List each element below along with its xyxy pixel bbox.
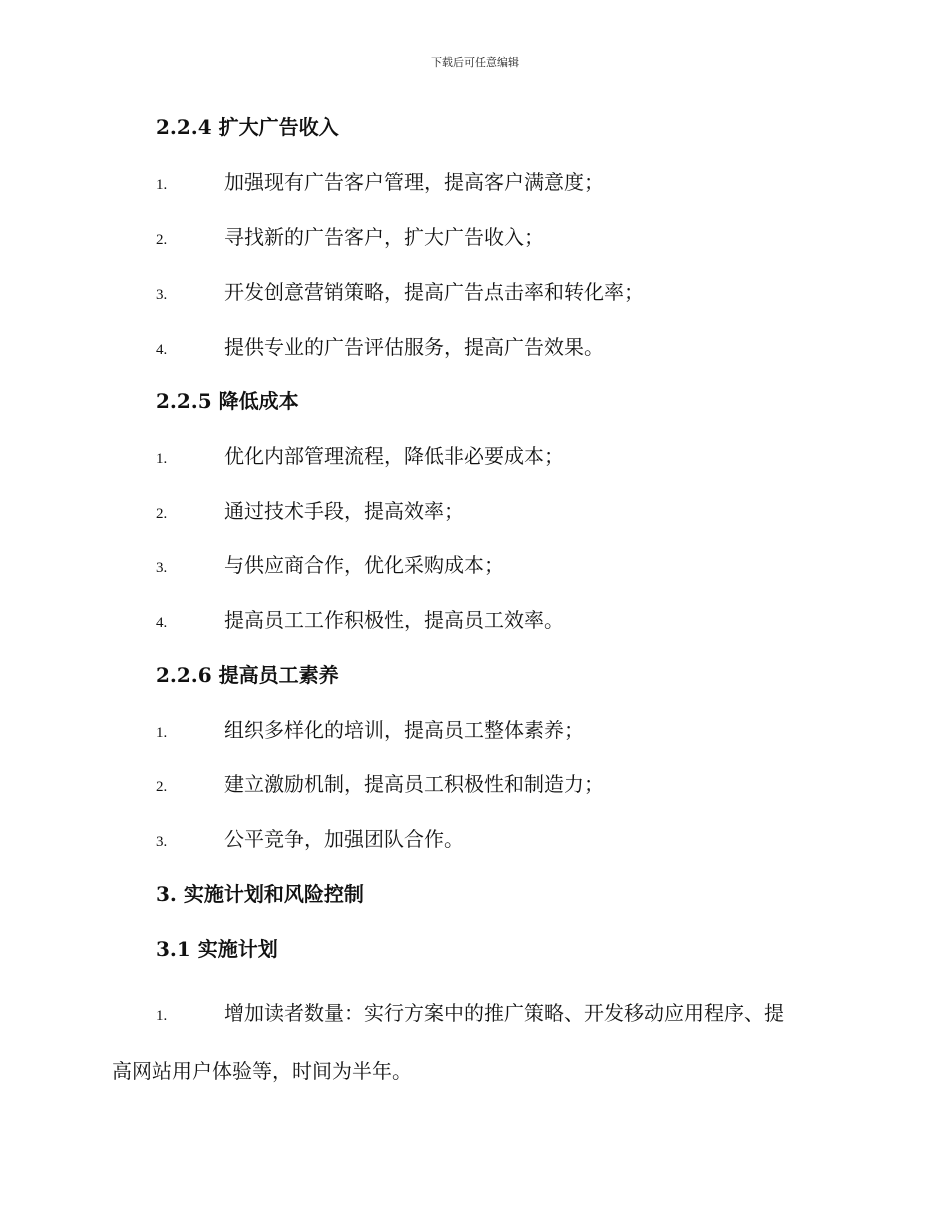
list-text: 加强现有广告客户管理，提高客户满意度； [224, 170, 604, 194]
list-number: 3. [156, 560, 168, 576]
paragraph [112, 986, 842, 1099]
list-number: 3. [156, 287, 168, 303]
list-number: 4. [156, 342, 168, 358]
list-number: 2. [156, 232, 168, 248]
paragraph-line-1 [112, 986, 842, 1044]
list-text: 优化内部管理流程，降低非必要成本； [224, 444, 564, 468]
list-text: 与供应商合作，优化采购成本； [224, 553, 504, 577]
list-number: 3. [156, 834, 168, 850]
paragraph-text-1: 增加读者数量：实行方案中的推广策略、开发移动应用程序、提 [224, 1001, 784, 1025]
list-number: 2. [156, 506, 168, 522]
list-number: 4. [156, 615, 168, 631]
list-text: 公平竞争，加强团队合作。 [224, 827, 464, 851]
section-heading-2-2-5: 2.2.5 降低成本 [156, 389, 299, 413]
section-heading-3: 3. 实施计划和风险控制 [156, 882, 364, 906]
list-number: 2. [156, 779, 168, 795]
list-number: 1. [156, 177, 168, 193]
section-heading-2-2-6: 2.2.6 提高员工素养 [156, 663, 339, 687]
section-heading-2-2-4: 2.2.4 扩大广告收入 [156, 115, 339, 139]
list-text: 寻找新的广告客户，扩大广告收入； [224, 225, 544, 249]
list-number: 1. [156, 451, 168, 467]
list-text: 提供专业的广告评估服务，提高广告效果。 [224, 335, 604, 359]
list-number: 1. [156, 1008, 168, 1024]
paragraph-line-2: 高网站用户体验等，时间为半年。 [112, 1059, 412, 1083]
list-text: 通过技术手段，提高效率； [224, 499, 464, 523]
list-text: 组织多样化的培训，提高员工整体素养； [224, 718, 584, 742]
list-number: 1. [156, 725, 168, 741]
list-text: 建立激励机制，提高员工积极性和制造力； [224, 772, 604, 796]
list-text: 开发创意营销策略，提高广告点击率和转化率； [224, 280, 644, 304]
list-text: 提高员工工作积极性，提高员工效率。 [224, 608, 564, 632]
section-heading-3-1: 3.1 实施计划 [156, 937, 278, 961]
page-header: 下载后可任意编辑 [431, 56, 519, 69]
